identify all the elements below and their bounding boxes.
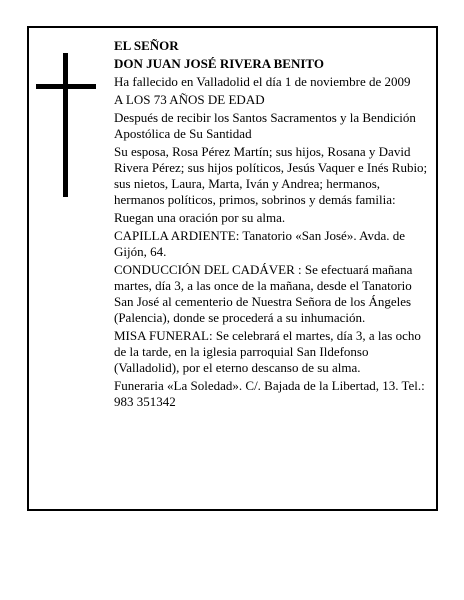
obituary-text [114, 38, 432, 412]
family-list: Su esposa, Rosa Pérez Martín; sus hijos, Rosana y David Rivera Pérez; sus hijos políticos, Jesús Vaquer e Inés Rubio; sus nietos, Laura, Marta, Iván y Andrea; hermanos, hermanos políticos, primos, sobrinos y demás familia: [114, 144, 428, 207]
conduction-info: CONDUCCIÓN DEL CADÁVER : Se efectuará mañana martes, día 3, a las once de la mañana, desde el Tanatorio San José al cementerio de Nuestra Señora de los Ángeles (Palencia), donde se procederá a su inhumación. [114, 262, 413, 325]
funeral-home-info: Funeraria «La Soledad». C/. Bajada de la Libertad, 13. Tel.: 983 351342 [114, 378, 425, 409]
deceased-title: EL SEÑOR [114, 38, 179, 53]
deceased-name: DON JUAN JOSÉ RIVERA BENITO [114, 56, 324, 71]
latin-cross-icon [36, 53, 96, 197]
mass-info: MISA FUNERAL: Se celebrará el martes, día 3, a las ocho de la tarde, en la iglesia parroquial San Ildefonso (Valladolid), por el eterno descanso de su alma. [114, 328, 421, 375]
cross-horizontal-bar [36, 84, 96, 89]
chapel-info: CAPILLA ARDIENTE: Tanatorio «San José». Avda. de Gijón, 64. [114, 228, 406, 259]
cross-vertical-bar [63, 53, 68, 197]
age-statement: A LOS 73 AÑOS DE EDAD [114, 92, 265, 107]
death-statement: Ha fallecido en Valladolid el día 1 de noviembre de 2009 [114, 74, 411, 89]
prayer-request: Ruegan una oración por su alma. [114, 210, 286, 225]
sacraments-statement: Después de recibir los Santos Sacramentos y la Bendición Apostólica de Su Santidad [114, 110, 416, 141]
